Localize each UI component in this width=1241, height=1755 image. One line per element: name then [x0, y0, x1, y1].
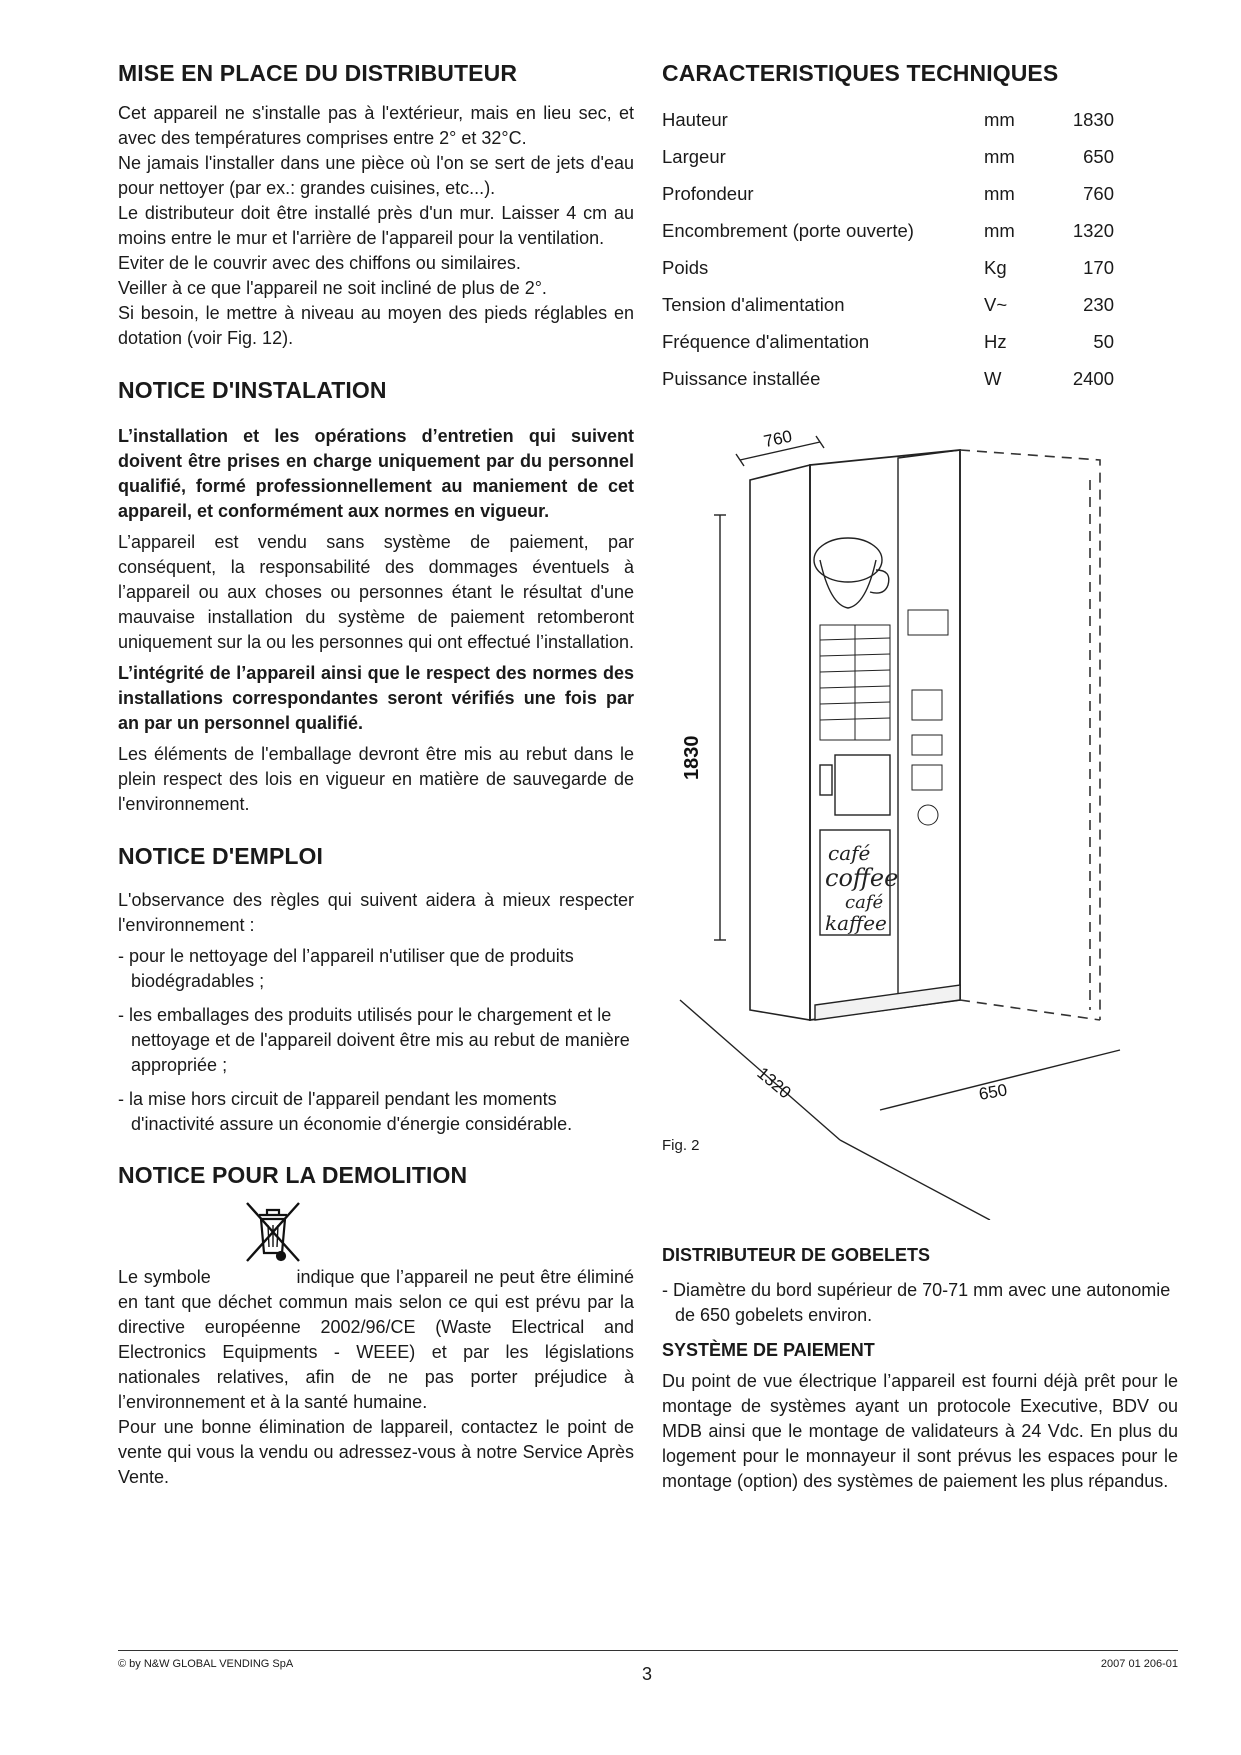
- spec-label: Largeur: [662, 145, 726, 167]
- heading-specs: CARACTERISTIQUES TECHNIQUES: [662, 60, 1059, 86]
- table-row: [662, 212, 1114, 249]
- mise-paragraph-6: Si besoin, le mettre à niveau au moyen des pieds réglables en dotation (voir Fig. 12).: [118, 303, 634, 348]
- spec-label: Hauteur: [662, 108, 728, 130]
- table-row: [662, 286, 1114, 323]
- mise-paragraph-5: Veiller à ce que l'appareil ne soit incliné de plus de 2°.: [118, 278, 547, 298]
- installation-paragraph-1: L’appareil est vendu sans système de paiement, par conséquent, la responsabilité des dommages éventuels à l’appareil ou aux choses ou personnes étant le résultat d'une mauvaise installation du système de paiement retomberont uniquement sur la ou les personnes qui ont effectué l’installation.: [118, 532, 634, 652]
- left-column: [118, 60, 634, 1490]
- installation-paragraph-2: Les éléments de l'emballage devront être mis au rebut dans le plein respect des lois en vigueur en matière de sauvegarde de l'environnement.: [118, 744, 634, 814]
- section-mise-en-place: [118, 60, 634, 351]
- spec-value: 50: [1093, 330, 1114, 352]
- spec-label: Profondeur: [662, 182, 754, 204]
- symbol-rest-text: indique que l’appareil ne peut être éliminé en tant que déchet commun mais selon ce qui est prévu par la directive européenne 2002/96/CE (Waste Electrical and Electronics Equipments - WEEE) et par les législations nationales relatives, afin de ne pas porter préjudice à l’environnement et à la santé humaine.: [118, 1267, 634, 1412]
- section-emploi: [118, 843, 634, 1137]
- panel-word-3: café: [845, 892, 884, 913]
- list-item: - Diamètre du bord supérieur de 70-71 mm avec une autonomie de 650 gobelets environ.: [662, 1280, 1171, 1325]
- mise-paragraph-2: Ne jamais l'installer dans une pièce où l'on se sert de jets d'eau pour nettoyer (par ex.: grandes cuisines, etc...).: [118, 153, 634, 198]
- spec-value: 2400: [1072, 367, 1114, 389]
- list-item: - la mise hors circuit de l'appareil pendant les moments d'inactivité assure un économie d'énergie considérable.: [118, 1089, 573, 1134]
- vending-machine-drawing: [660, 420, 1180, 1220]
- dim-width-label: 650: [977, 1080, 1009, 1104]
- heading-mise-en-place: MISE EN PLACE DU DISTRIBUTEUR: [118, 60, 518, 86]
- spec-unit: Kg: [984, 256, 1007, 278]
- dim-height-label: 1830: [681, 735, 703, 780]
- installation-warning-1: L’installation et les opérations d’entretien qui suivent doivent être prises en charge uniquement par du personnel qualifié, formé professionnellement au maniement de cet appareil, et conformément aux normes en vigueur.: [118, 426, 634, 521]
- spec-unit: W: [984, 367, 1002, 389]
- section-demolition: [118, 1162, 634, 1490]
- list-item: - les emballages des produits utilisés pour le chargement et le nettoyage et de l'appareil doivent être mis au rebut de manière appropriée ;: [118, 1005, 630, 1075]
- weee-symbol-row: [118, 1193, 634, 1265]
- table-row: [662, 175, 1114, 212]
- spec-label: Fréquence d'alimentation: [662, 330, 870, 352]
- spec-label: Tension d'alimentation: [662, 293, 845, 315]
- spec-unit: mm: [984, 182, 1015, 204]
- lower-right-text: [662, 1245, 1178, 1494]
- spec-value: 170: [1083, 256, 1114, 278]
- spec-value: 230: [1083, 293, 1114, 315]
- emploi-list: [118, 944, 634, 1137]
- dim-depth-label: 760: [762, 426, 794, 452]
- spec-value: 1320: [1072, 219, 1114, 241]
- dim-open-label: 1320: [753, 1063, 795, 1103]
- table-row: [662, 360, 1114, 397]
- spec-unit: mm: [984, 108, 1015, 130]
- specs-table: [662, 101, 1114, 397]
- table-row: [662, 101, 1114, 138]
- paiement-paragraph: Du point de vue électrique l’appareil est fourni déjà prêt pour le montage de systèmes ayant un protocole Executive, BDV ou MDB ainsi que le montage de validateurs à 24 Vdc. En plus du logement pour le monnayeur il sont prévus les espaces pour le montage (option) des systèmes de paiement les plus répandus.: [662, 1371, 1178, 1491]
- list-item: - pour le nettoyage del l’appareil n'utiliser que de produits biodégradables ;: [118, 946, 574, 991]
- spec-value: 1830: [1072, 108, 1114, 130]
- spec-value: 650: [1083, 145, 1114, 167]
- gobelets-list: [662, 1278, 1178, 1328]
- heading-installation: NOTICE D'INSTALATION: [118, 377, 387, 403]
- mise-paragraph-1: Cet appareil ne s'installe pas à l'extérieur, mais en lieu sec, et avec des températures comprises entre 2° et 32°C.: [118, 103, 634, 148]
- emploi-intro: L'observance des règles qui suivent aidera à mieux respecter l'environnement :: [118, 890, 634, 935]
- panel-word-2: coffee: [825, 864, 899, 892]
- demolition-paragraph-2: Pour une bonne élimination de lappareil, contactez le point de vente qui vous la vendu ou adressez-vous à notre Service Après Vente.: [118, 1417, 634, 1487]
- heading-gobelets: DISTRIBUTEUR DE GOBELETS: [662, 1245, 931, 1265]
- mise-paragraph-3: Le distributeur doit être installé près d'un mur. Laisser 4 cm au moins entre le mur et l'arrière de l'appareil pour la ventilation.: [118, 203, 634, 248]
- page-number: 3: [642, 1664, 653, 1684]
- spec-label: Encombrement (porte ouverte): [662, 219, 914, 241]
- footer-document-code: 2007 01 206-01: [1100, 1658, 1178, 1670]
- spec-label: Poids: [662, 256, 709, 278]
- heading-demolition: NOTICE POUR LA DEMOLITION: [118, 1162, 468, 1188]
- footer-copyright: © by N&W GLOBAL VENDING SpA: [118, 1658, 294, 1670]
- heading-paiement: SYSTÈME DE PAIEMENT: [662, 1340, 875, 1360]
- demolition-paragraph-1: [118, 1265, 634, 1415]
- spec-unit: Hz: [984, 330, 1007, 352]
- spec-label: Puissance installée: [662, 367, 821, 389]
- spec-unit: mm: [984, 219, 1015, 241]
- table-row: [662, 138, 1114, 175]
- mise-paragraph-4: Eviter de le couvrir avec des chiffons ou similaires.: [118, 253, 521, 273]
- spec-unit: V~: [984, 293, 1008, 315]
- panel-word-4: kaffee: [825, 911, 887, 935]
- section-installation: [118, 377, 634, 817]
- table-row: [662, 249, 1114, 286]
- installation-warning-2: L’intégrité de l’appareil ainsi que le respect des normes des installations correspondantes seront vérifiés une fois par an par un personnel qualifié.: [118, 663, 634, 733]
- footer-divider: [118, 1650, 1178, 1651]
- weee-crossed-bin-icon: [237, 1195, 309, 1267]
- heading-emploi: NOTICE D'EMPLOI: [118, 843, 324, 869]
- table-row: [662, 323, 1114, 360]
- spec-unit: mm: [984, 145, 1015, 167]
- symbol-lead-text: Le symbole: [118, 1267, 211, 1287]
- figure-caption: Fig. 2: [662, 1137, 700, 1154]
- spec-value: 760: [1083, 182, 1114, 204]
- panel-word-1: café: [828, 841, 871, 865]
